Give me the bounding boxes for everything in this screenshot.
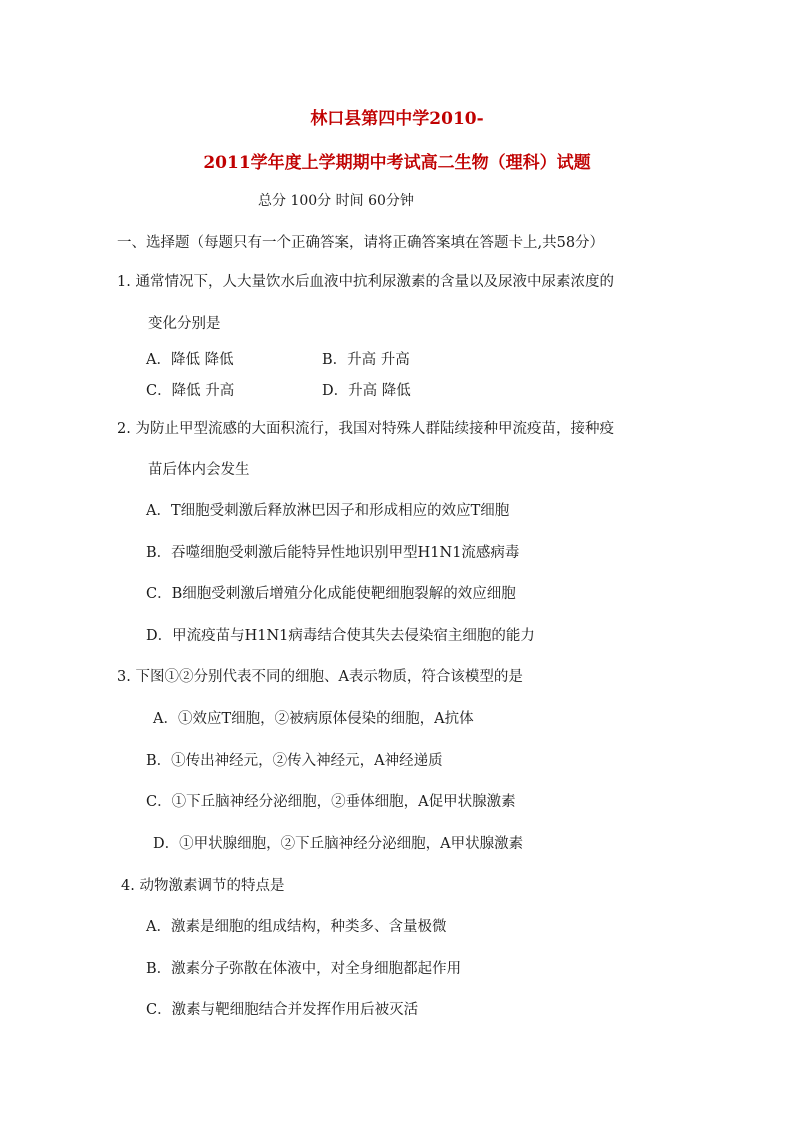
question-3-option-a: A．①效应T细胞，②被病原体侵染的细胞，A抗体 [153, 711, 474, 727]
question-1-option-a: A．降低 降低 [146, 352, 234, 368]
question-2-stem-cont: 苗后体内会发生 [148, 462, 250, 478]
question-1-option-b: B．升高 升高 [322, 352, 410, 368]
question-2-option-a: A．T细胞受刺激后释放淋巴因子和形成相应的效应T细胞 [146, 503, 510, 519]
question-2-stem: 2. 为防止甲型流感的大面积流行，我国对特殊人群陆续接种甲流疫苗，接种疫 [117, 421, 614, 437]
exam-title-line2: 2011学年度上学期期中考试高二生物（理科）试题 [203, 153, 591, 173]
question-2-option-c: C．B细胞受刺激后增殖分化成能使靶细胞裂解的效应细胞 [146, 586, 516, 602]
question-3-option-b: B．①传出神经元，②传入神经元，A神经递质 [146, 753, 443, 769]
question-1-option-c: C．降低 升高 [146, 383, 235, 399]
exam-title-line1: 林口县第四中学2010- [310, 109, 484, 129]
question-4-stem: 4. 动物激素调节的特点是 [121, 878, 285, 894]
question-2-option-d: D．甲流疫苗与H1N1病毒结合使其失去侵染宿主细胞的能力 [146, 628, 535, 644]
question-2-option-b: B．吞噬细胞受刺激后能特异性地识别甲型H1N1流感病毒 [146, 545, 520, 561]
question-1-stem-cont: 变化分别是 [148, 316, 221, 332]
question-3-option-d: D．①甲状腺细胞，②下丘脑神经分泌细胞，A甲状腺激素 [153, 836, 524, 852]
question-3-stem: 3. 下图①②分别代表不同的细胞、A表示物质，符合该模型的是 [117, 669, 523, 685]
question-4-option-b: B．激素分子弥散在体液中，对全身细胞都起作用 [146, 961, 462, 977]
question-3-option-c: C．①下丘脑神经分泌细胞，②垂体细胞，A促甲状腺激素 [146, 794, 516, 810]
exam-meta: 总分 100分 时间 60分钟 [258, 193, 414, 209]
question-4-option-c: C．激素与靶细胞结合并发挥作用后被灭活 [146, 1002, 419, 1018]
question-1-stem: 1. 通常情况下，人大量饮水后血液中抗利尿激素的含量以及尿液中尿素浓度的 [117, 274, 614, 290]
section-heading: 一、选择题（每题只有一个正确答案，请将正确答案填在答题卡上,共58分） [117, 235, 605, 251]
question-4-option-a: A．激素是细胞的组成结构，种类多、含量极微 [146, 919, 447, 935]
question-1-option-d: D．升高 降低 [322, 383, 411, 399]
